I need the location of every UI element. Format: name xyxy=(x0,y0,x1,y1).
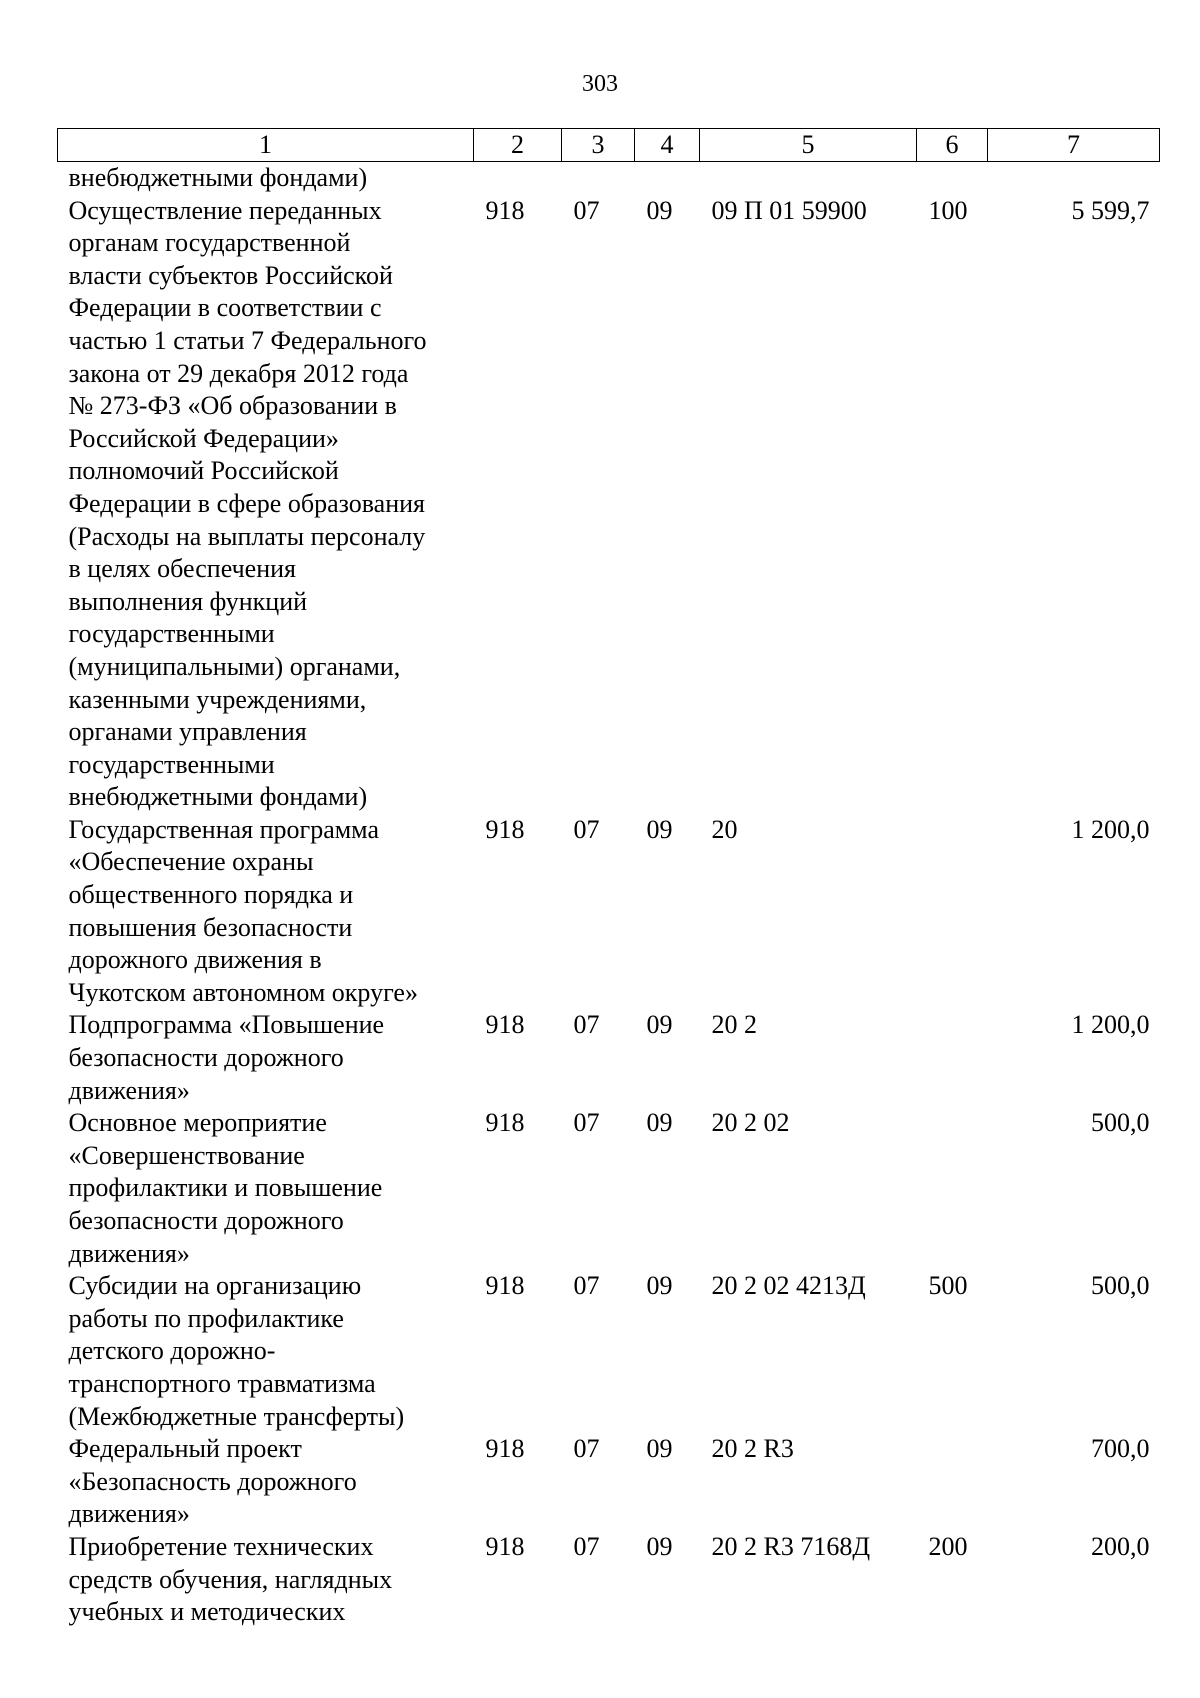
name-line: Федерации в соответствии с xyxy=(68,293,382,323)
name-line: казенными учреждениями, xyxy=(68,684,367,714)
name-line: государственными xyxy=(68,749,275,779)
name-line: «Обеспечение охраны xyxy=(68,847,314,877)
cell-name xyxy=(58,1531,474,1629)
table-row xyxy=(58,1270,1160,1433)
table-row xyxy=(58,195,1160,814)
cell-sum: 1 200,0 xyxy=(1071,1010,1150,1040)
header-cell-sum: 7 xyxy=(988,129,1160,162)
cell-sum xyxy=(988,162,1160,195)
name-line: профилактики и повышение xyxy=(68,1173,383,1203)
name-line: движения» xyxy=(68,1499,190,1529)
cell-grbs: 918 xyxy=(485,1434,525,1464)
cell-sum: 500,0 xyxy=(1091,1271,1150,1301)
name-line: «Совершенствование xyxy=(68,1140,305,1170)
cell-sum: 500,0 xyxy=(1091,1108,1150,1138)
cell-name xyxy=(58,1270,474,1433)
name-line: внебюджетными фондами) xyxy=(68,782,368,812)
cell-section: 07 xyxy=(573,1108,600,1138)
header-cell-expense-type: 6 xyxy=(917,129,988,162)
name-line: власти субъектов Российской xyxy=(68,260,393,290)
cell-grbs: 918 xyxy=(485,1010,525,1040)
cell-target-article: 20 2 02 xyxy=(711,1108,790,1138)
name-line: движения» xyxy=(68,1238,190,1268)
cell-subsection: 09 xyxy=(646,1271,673,1301)
name-line: повышения безопасности xyxy=(68,912,353,942)
name-line: Субсидии на организацию xyxy=(68,1271,362,1301)
cell-name xyxy=(58,162,474,195)
cell-target-article: 20 2 R3 xyxy=(711,1434,794,1464)
cell-subsection: 09 xyxy=(646,1108,673,1138)
cell-section xyxy=(562,162,635,195)
name-line: детского дорожно- xyxy=(68,1336,276,1366)
cell-target-article xyxy=(700,162,917,195)
cell-sum: 1 200,0 xyxy=(1071,814,1150,844)
table-row xyxy=(58,1107,1160,1270)
header-cell-name: 1 xyxy=(58,129,474,162)
cell-grbs: 918 xyxy=(485,1531,525,1561)
name-line: «Безопасность дорожного xyxy=(68,1466,357,1496)
table-row xyxy=(58,814,1160,1010)
name-line: общественного порядка и xyxy=(68,880,354,910)
cell-target-article: 09 П 01 59900 xyxy=(711,195,867,225)
cell-sum: 700,0 xyxy=(1091,1434,1150,1464)
name-line: Основное мероприятие xyxy=(68,1108,327,1138)
cell-section: 07 xyxy=(573,1010,600,1040)
name-line: работы по профилактике xyxy=(68,1303,344,1333)
cell-name xyxy=(58,1433,474,1531)
name-line: дорожного движения в xyxy=(68,945,322,975)
name-line: № 273-ФЗ «Об образовании в xyxy=(68,391,397,421)
cell-subsection xyxy=(635,162,700,195)
table-row xyxy=(58,1009,1160,1107)
name-line: Государственная программа xyxy=(68,814,380,844)
name-line: движения» xyxy=(68,1075,190,1105)
cell-subsection: 09 xyxy=(646,1531,673,1561)
name-line: органам государственной xyxy=(68,228,351,258)
cell-expense-type xyxy=(917,1433,988,1531)
cell-target-article: 20 2 xyxy=(711,1010,757,1040)
cell-name xyxy=(58,195,474,814)
table-row xyxy=(58,162,1160,195)
cell-expense-type xyxy=(917,1009,988,1107)
name-line: Подпрограмма «Повышение xyxy=(68,1010,385,1040)
cell-target-article: 20 xyxy=(711,814,738,844)
name-line: полномочий Российской xyxy=(68,456,339,486)
name-line: Чукотском автономном округе» xyxy=(68,977,418,1007)
name-line: закона от 29 декабря 2012 года xyxy=(68,358,409,388)
budget-table xyxy=(57,128,1160,1629)
cell-expense-type: 200 xyxy=(928,1531,968,1561)
header-cell-target-article: 5 xyxy=(700,129,917,162)
cell-grbs: 918 xyxy=(485,1108,525,1138)
header-cell-grbs: 2 xyxy=(474,129,562,162)
page-number: 303 xyxy=(582,71,618,97)
cell-name xyxy=(58,1107,474,1270)
cell-expense-type xyxy=(917,1107,988,1270)
header-row xyxy=(58,129,1160,162)
cell-section: 07 xyxy=(573,1434,600,1464)
cell-subsection: 09 xyxy=(646,814,673,844)
cell-name xyxy=(58,1009,474,1107)
table-row xyxy=(58,1531,1160,1629)
name-line: учебных и методических xyxy=(68,1597,346,1627)
name-line: (муниципальными) органами, xyxy=(68,651,401,681)
name-line: безопасности дорожного xyxy=(68,1206,344,1235)
name-line: внебюджетными фондами) xyxy=(68,163,368,192)
cell-section: 07 xyxy=(573,1531,600,1561)
cell-expense-type: 100 xyxy=(928,195,968,225)
name-line: Федерации в сфере образования xyxy=(68,488,425,518)
cell-expense-type xyxy=(917,814,988,1010)
name-line: выполнения функций xyxy=(68,586,308,616)
cell-expense-type: 500 xyxy=(928,1271,968,1301)
header-cell-section: 3 xyxy=(562,129,635,162)
cell-target-article: 20 2 R3 7168Д xyxy=(711,1531,871,1561)
name-line: (Расходы на выплаты персоналу xyxy=(68,521,426,551)
name-line: в целях обеспечения xyxy=(68,554,296,584)
name-line: средств обучения, наглядных xyxy=(68,1564,393,1594)
cell-subsection: 09 xyxy=(646,1434,673,1464)
cell-section: 07 xyxy=(573,814,600,844)
name-line: Приобретение технических xyxy=(68,1531,374,1561)
name-line: Осуществление переданных xyxy=(68,195,382,225)
cell-name xyxy=(58,814,474,1010)
cell-grbs: 918 xyxy=(485,814,525,844)
name-line: Российской Федерации» xyxy=(68,423,339,453)
name-line: государственными xyxy=(68,619,275,649)
cell-grbs xyxy=(474,162,562,195)
table-header xyxy=(58,129,1160,162)
cell-expense-type xyxy=(917,162,988,195)
cell-section: 07 xyxy=(573,1271,600,1301)
cell-sum: 5 599,7 xyxy=(1071,195,1150,225)
name-line: транспортного травматизма xyxy=(68,1368,376,1398)
name-line: (Межбюджетные трансферты) xyxy=(68,1401,405,1431)
header-cell-subsection: 4 xyxy=(635,129,700,162)
cell-section: 07 xyxy=(573,195,600,225)
cell-subsection: 09 xyxy=(646,1010,673,1040)
name-line: органами управления xyxy=(68,717,307,747)
table-row xyxy=(58,1433,1160,1531)
cell-sum: 200,0 xyxy=(1091,1531,1150,1561)
name-line: частью 1 статьи 7 Федерального xyxy=(68,325,427,355)
name-line: Федеральный проект xyxy=(68,1434,302,1464)
cell-target-article: 20 2 02 4213Д xyxy=(711,1271,866,1301)
cell-grbs: 918 xyxy=(485,1271,525,1301)
table-body xyxy=(58,162,1160,1629)
cell-grbs: 918 xyxy=(485,195,525,225)
name-line: безопасности дорожного xyxy=(68,1043,344,1073)
cell-subsection: 09 xyxy=(646,195,673,225)
